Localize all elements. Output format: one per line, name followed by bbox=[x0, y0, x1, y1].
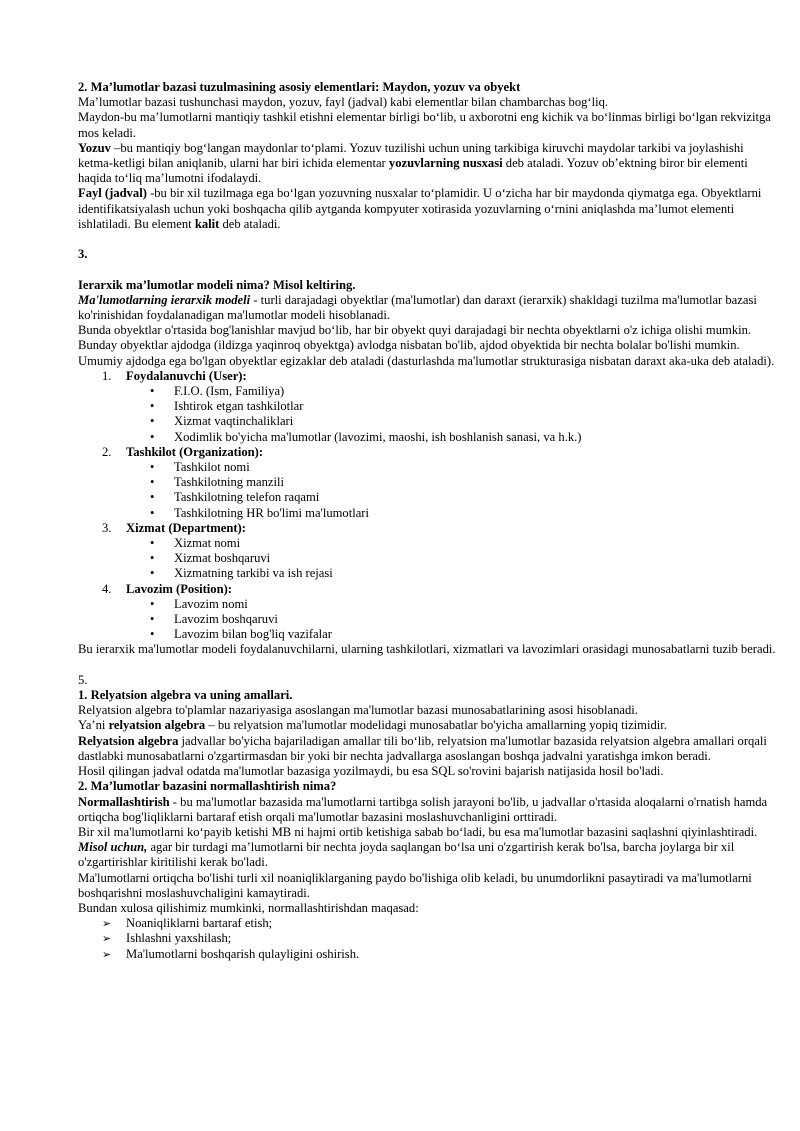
hierarchy-item: 3. Xizmat (Department): • Xizmat nomi • Xizmat boshqaruvi • Xizmatning tarkibi va ish rejasi bbox=[78, 521, 778, 582]
paragraph: Ma'lumotlarni ortiqcha bo'lishi turli xil noaniqliklarganing paydo bo'lishiga olib keladi, bu unumdorlikni pasaytiradi va ma'lumotlarni boshqarishni moslashuvchaligini kamaytiradi. bbox=[78, 870, 752, 900]
list-item: • Lavozim bilan bog'liq vazifalar bbox=[150, 627, 332, 642]
paragraph: Bunda obyektlar o'rtasida bog'lanishlar mavjud bo‘lib, har bir obyekt quyi darajadagi bir nechta obyektlarni o'z ichiga olishi mumkin. Bunday obyektlar ajdodga (ildizga yaqinroq obyektga) avlodga nisbatan bo'lib, ajdod obyektida bir nechta bolalar bo'lishi mumkin. bbox=[78, 323, 752, 353]
list-item: ➢ Ma'lumotlarni boshqarish qulayligini oshirish. bbox=[102, 946, 360, 961]
list-item: • Lavozim boshqaruvi bbox=[150, 612, 278, 627]
section-2-heading: 2. Ma’lumotlar bazasi tuzulmasining asosiy elementlari: Maydon, yozuv va obyekt bbox=[78, 80, 521, 94]
goals-list bbox=[78, 916, 778, 962]
list-item: • Xizmat boshqaruvi bbox=[150, 551, 271, 566]
section-3-number: 3. bbox=[78, 247, 88, 262]
paragraph: Ya’ni relyatsion algebra – bu relyatsion ma'lumotlar modelidagi munosabatlar bo'yicha amallarning yopiq tizimidir. bbox=[78, 718, 667, 733]
list-item: • F.I.O. (Ism, Familiya) bbox=[150, 384, 285, 399]
paragraph: Umumiy ajdodga ega bo'lgan obyektlar egizaklar deb ataladi (dasturlashda ma'lumotlar strukturasiga nisbatan daraxt aka-uka deb ataladi). bbox=[78, 353, 775, 368]
list-item: • Xodimlik bo'yicha ma'lumotlar (lavozimi, maoshi, ish boshlanish sanasi, va h.k.) bbox=[150, 429, 582, 444]
section-5-heading-2: 2. Ma’lumotlar bazasini normallashtirish nima? bbox=[78, 779, 337, 794]
section-5-heading-1: 1. Relyatsion algebra va uning amallari. bbox=[78, 688, 293, 703]
paragraph: Fayl (jadval) -bu bir xil tuzilmaga ega bo‘lgan yozuvning nusxalar to‘plamidir. U o‘zicha har bir maydonda qiymatga ega. Obyektlarni identifikatsiyalash uchun yoki boshqacha qilib aytganda kompyuter xotirasida yozuvlarning o‘rnini aniqlashda ma’lumot elementi ishlatiladi. Bu element kalit deb ataladi. bbox=[78, 186, 762, 231]
paragraph: Relyatsion algebra jadvallar bo'yicha bajariladigan amallar tili bo‘lib, relyatsion ma'lumotlar bazasida relyatsion algebra amallari orqali dastlabki munosabatlarni o'zgartirmasdan bir yoki bir nechta jadvallarga asoslangan boshqa jadvalni yaratishga imkon beradi. bbox=[78, 733, 767, 763]
arrow-bullet-icon: ➢ bbox=[102, 917, 112, 931]
list-item: • Tashkilotning HR bo'limi ma'lumotlari bbox=[150, 505, 369, 520]
document-page bbox=[78, 80, 778, 962]
hierarchy-item: 2. Tashkilot (Organization): • Tashkilot nomi • Tashkilotning manzili • Tashkilotning telefon raqami • Tashkilotning HR bo'limi ma'lumotlari bbox=[78, 445, 778, 521]
paragraph: Bundan xulosa qilishimiz mumkinki, normallashtirishdan maqasad: bbox=[78, 900, 419, 915]
hierarchy-list bbox=[78, 369, 778, 643]
paragraph: Bu ierarxik ma'lumotlar modeli foydalanuvchilarni, ularning tashkilotlari, xizmatlari va lavozimlari orasidagi munosabatlarni tuzib beradi. bbox=[78, 642, 776, 657]
list-item: • Tashkilotning telefon raqami bbox=[150, 490, 320, 505]
section-5-number: 5. bbox=[78, 672, 88, 687]
paragraph: Normallashtirish - bu ma'lumotlar bazasida ma'lumotlarni tartibga solish jarayoni bo'lib, u jadvallar o'rtasida aloqalarni o'rnatish hamda ortiqcha bog'liqliklarni bartaraf etish orqali ma'lumotlar bazasini moslashuvchanligini orttiradi. bbox=[78, 794, 768, 824]
paragraph: Maydon-bu ma’lumotlarni mantiqiy tashkil etishni elementar birligi bo‘lib, u axborotni eng kichik va bo‘linmas birligi bo‘lgan rekvizitga mos keladi. bbox=[78, 110, 771, 140]
section-3-heading: Ierarxik ma’lumotlar modeli nima? Misol keltiring. bbox=[78, 277, 356, 292]
paragraph: Yozuv –bu mantiqiy bog‘langan maydonlar to‘plami. Yozuv tuzilishi uchun uning tarkibiga kiruvchi maydolar tarkibi va joylashishi ketma-ketligi bilan aniqlanib, ularni har biri ichida elementar yozuvlarning nusxasi deb ataladi. Yozuv ob’ektning biror bir elementi haqida to‘liq ma’lumotni ifodalaydi. bbox=[78, 140, 748, 186]
hierarchy-item: 4. Lavozim (Position): • Lavozim nomi • Lavozim boshqaruvi • Lavozim bilan bog'liq vazifalar bbox=[78, 582, 778, 643]
list-item: ➢ Ishlashni yaxshilash; bbox=[102, 931, 232, 946]
arrow-bullet-icon: ➢ bbox=[102, 947, 112, 961]
list-item: • Ishtirok etgan tashkilotlar bbox=[150, 399, 304, 414]
paragraph: Ma’lumotlar bazasi tushunchasi maydon, yozuv, fayl (jadval) kabi elementlar bilan chambarchas bog‘liq. bbox=[78, 95, 609, 110]
paragraph: Ma'lumotlarning ierarxik modeli - turli darajadagi obyektlar (ma'lumotlar) dan daraxt (ierarxik) shakldagi tuzilma ma'lumotlar bazasi ko'rinishidan foydalanadigan ma'lumotlar modeli hisoblanadi. bbox=[78, 292, 757, 323]
list-item: • Xizmat vaqtinchaliklari bbox=[150, 414, 294, 429]
list-item: ➢ Noaniqliklarni bartaraf etish; bbox=[102, 916, 273, 931]
paragraph: Relyatsion algebra to'plamlar nazariyasiga asoslangan ma'lumotlar bazasi munosabatlarining asosi hisoblanadi. bbox=[78, 703, 638, 718]
hierarchy-item: 1. Foydalanuvchi (User): • F.I.O. (Ism, Familiya) • Ishtirok etgan tashkilotlar • Xizmat vaqtinchaliklari • Xodimlik bo'yicha ma'lumotlar (lavozimi, maoshi, ish boshlanish sanasi, va h.k.) bbox=[78, 369, 778, 445]
paragraph: Hosil qilingan jadval odatda ma'lumotlar bazasiga yozilmaydi, bu esa SQL so'rovini bajarish natijasida hosil bo'ladi. bbox=[78, 764, 664, 779]
arrow-bullet-icon: ➢ bbox=[102, 932, 112, 946]
list-item: • Xizmatning tarkibi va ish rejasi bbox=[150, 566, 333, 581]
paragraph: Misol uchun, agar bir turdagi ma’lumotlarni bir nechta joyda saqlangan bo‘lsa uni o'zgartirish kerak bo'lsa, barcha joylarga bir xil o'zgartirishlar kiritilishi kerak bo'ladi. bbox=[78, 840, 735, 870]
list-item: • Lavozim nomi bbox=[150, 596, 248, 611]
list-item: • Tashkilotning manzili bbox=[150, 475, 284, 490]
list-item: • Xizmat nomi bbox=[150, 536, 241, 551]
paragraph: Bir xil ma'lumotlarni ko‘payib ketishi MB ni hajmi ortib ketishiga sabab bo‘ladi, bu esa ma'lumotlar bazasini saqlashni qiyinlashtiradi. bbox=[78, 824, 758, 839]
list-item: • Tashkilot nomi bbox=[150, 460, 250, 475]
